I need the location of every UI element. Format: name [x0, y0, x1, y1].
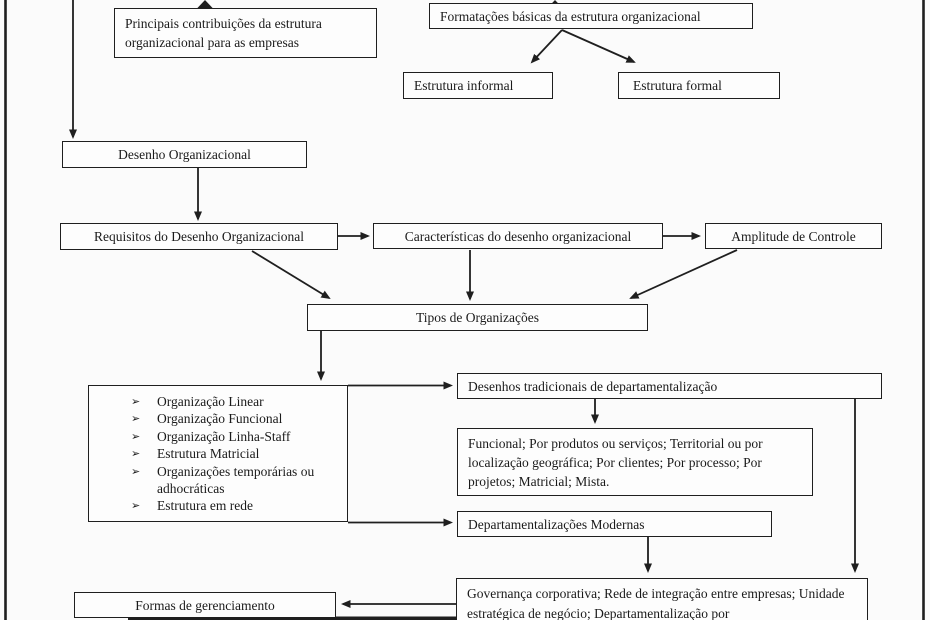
node-label: Desenho Organizacional [118, 147, 251, 162]
arrow-bullet-icon: ➢ [131, 429, 141, 443]
list-item [131, 393, 341, 410]
node-label: Estrutura informal [414, 78, 514, 93]
list-item-label: Organizações temporárias ou adhocráticas [157, 463, 315, 497]
node-formas-gerenciamento [74, 592, 336, 618]
node-label: Departamentalizações Modernas [468, 516, 645, 532]
node-label: Características do desenho organizacional [404, 228, 632, 244]
node-label: Amplitude de Controle [731, 228, 856, 244]
node-tipos-lista [88, 385, 348, 522]
list-item [131, 410, 341, 427]
node-label: Formas de gerenciamento [135, 597, 275, 613]
arrow-bullet-icon: ➢ [131, 395, 141, 408]
node-requisitos-desenho [60, 223, 338, 250]
node-label: Requisitos do Desenho Organizacional [93, 229, 305, 244]
list-item [131, 445, 341, 462]
node-caracteristicas-desenho [373, 223, 663, 249]
list-item-label: Estrutura em rede [157, 498, 253, 514]
node-desenhos-tradicionais [457, 373, 882, 399]
list-item [131, 428, 341, 445]
node-label: Tipos de Organizações [416, 310, 539, 325]
list-item [131, 463, 341, 498]
node-estrutura-informal [403, 72, 553, 99]
node-estrutura-formal [618, 72, 780, 99]
node-formatacoes-basicas [429, 3, 753, 29]
arrow-bullet-icon: ➢ [131, 412, 141, 426]
node-tipos-organizacoes [307, 304, 648, 331]
list-item-label: Organização Funcional [157, 411, 283, 427]
node-amplitude-controle [705, 223, 882, 249]
list-item [131, 497, 341, 514]
node-desenho-organizacional [62, 141, 307, 168]
list-item-label: Estrutura Matricial [157, 446, 260, 462]
node-departamentalizacoes-modernas [457, 511, 772, 537]
node-label: Principais contribuições da estrutura organizacional para as empresas [125, 16, 322, 50]
list-item-label: Organização Linha-Staff [157, 428, 291, 444]
arrow-bullet-icon: ➢ [131, 464, 141, 478]
node-principais-contribuicoes [114, 8, 377, 58]
node-departamentalizacao-moderna-lista [456, 578, 868, 620]
node-departamentalizacao-tradicional-lista [457, 428, 813, 496]
list-item-label: Organização Linear [157, 394, 264, 409]
node-label: Estrutura formal [633, 78, 722, 93]
arrow-bullet-icon: ➢ [131, 499, 141, 513]
node-label: Governança corporativa; Rede de integração entre empresas; Unidade estratégica de negócio; Departamentalização por [467, 586, 845, 620]
arrow-bullet-icon: ➢ [131, 447, 141, 461]
node-label: Formatações básicas da estrutura organizacional [440, 8, 701, 24]
node-label: Desenhos tradicionais de departamentalização [468, 378, 718, 394]
node-label: Funcional; Por produtos ou serviços; Territorial ou por localização geográfica; Por clientes; Por processo; Por projetos; Matricial; Mista. [468, 436, 763, 489]
